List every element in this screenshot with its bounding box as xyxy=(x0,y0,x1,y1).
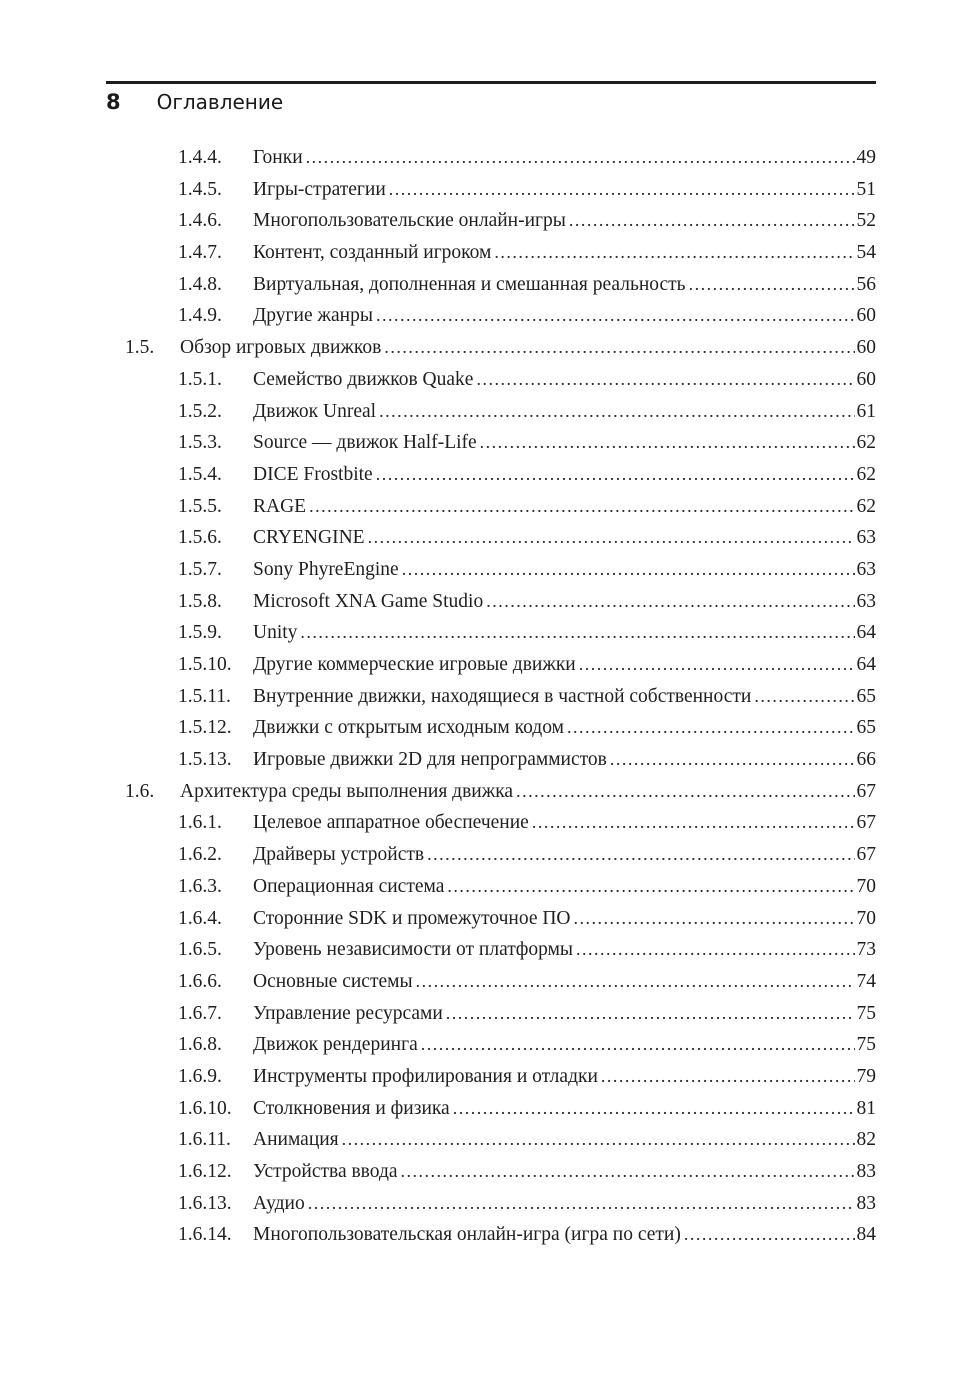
toc-entry xyxy=(106,1093,876,1125)
toc-entry-number: 1.5.10. xyxy=(178,654,232,675)
toc-list xyxy=(106,142,876,1251)
page-title: Оглавление xyxy=(156,90,284,114)
toc-entry-page: 61 xyxy=(856,400,876,422)
toc-entry xyxy=(106,934,876,966)
toc-entry xyxy=(106,1219,876,1251)
dot-leader xyxy=(576,934,854,966)
toc-entry-title: Управление ресурсами xyxy=(253,1002,443,1024)
toc-entry-page: 52 xyxy=(856,210,876,232)
toc-entry-title: Анимация xyxy=(253,1129,339,1151)
toc-entry-page: 79 xyxy=(856,1065,876,1087)
dot-leader xyxy=(684,1219,855,1251)
dot-leader xyxy=(447,871,854,903)
toc-entry-title: Игровые движки 2D для непрограммистов xyxy=(253,749,607,771)
toc-entry-number: 1.5.1. xyxy=(178,368,222,390)
toc-entry-title: Операционная система xyxy=(253,875,445,897)
dot-leader xyxy=(368,522,855,554)
toc-entry xyxy=(106,300,876,332)
toc-entry-number: 1.6.6. xyxy=(178,970,222,992)
toc-entry-title: Microsoft XNA Game Studio xyxy=(253,590,484,612)
toc-entry-page: 67 xyxy=(856,780,876,802)
toc-entry-number: 1.5.4. xyxy=(178,463,222,485)
toc-entry-number: 1.5.13. xyxy=(178,749,232,771)
toc-entry-number: 1.5.11. xyxy=(178,685,231,707)
toc-entry-number: 1.5. xyxy=(125,337,155,359)
toc-entry xyxy=(106,269,876,301)
dot-leader xyxy=(480,427,855,459)
toc-entry-page: 70 xyxy=(856,875,876,897)
toc-entry-page: 75 xyxy=(856,1002,876,1024)
toc-entry-title: Гонки xyxy=(253,147,303,168)
toc-entry-page: 63 xyxy=(856,590,876,612)
toc-entry-page: 84 xyxy=(856,1224,876,1246)
toc-entry xyxy=(106,744,876,776)
toc-entry-number: 1.4.4. xyxy=(178,147,222,168)
toc-entry xyxy=(106,998,876,1030)
toc-entry-number: 1.5.5. xyxy=(178,495,222,517)
dot-leader xyxy=(379,396,854,428)
toc-entry-page: 62 xyxy=(856,432,876,454)
toc-entry xyxy=(106,712,876,744)
toc-entry-title: Устройства ввода xyxy=(253,1161,398,1182)
toc-entry xyxy=(106,174,876,206)
dot-leader xyxy=(453,1093,855,1125)
toc-entry-number: 1.6.1. xyxy=(178,812,222,834)
dot-leader xyxy=(306,142,855,174)
toc-entry-number: 1.6.12. xyxy=(178,1161,232,1182)
toc-entry-page: 62 xyxy=(856,495,876,517)
toc-entry-page: 67 xyxy=(856,844,876,866)
toc-entry-title: Виртуальная, дополненная и смешанная реальность xyxy=(253,273,686,295)
toc-entry-number: 1.6.9. xyxy=(178,1065,222,1087)
toc-entry-number: 1.5.9. xyxy=(178,622,222,644)
toc-entry xyxy=(106,427,876,459)
toc-entry-page: 70 xyxy=(856,907,876,929)
toc-entry xyxy=(106,332,876,364)
toc-entry xyxy=(106,1029,876,1061)
toc-entry-title: Аудио xyxy=(253,1192,305,1214)
dot-leader xyxy=(427,839,854,871)
toc-entry xyxy=(106,1124,876,1156)
toc-entry xyxy=(106,1061,876,1093)
toc-entry-page: 49 xyxy=(856,147,876,168)
toc-entry xyxy=(106,1188,876,1220)
toc-entry-page: 82 xyxy=(856,1129,876,1151)
toc-entry-title: Драйверы устройств xyxy=(253,844,425,866)
toc-entry xyxy=(106,396,876,428)
toc-entry-title: Движок Unreal xyxy=(253,400,377,422)
toc-entry-number: 1.5.6. xyxy=(178,527,222,549)
toc-entry-page: 63 xyxy=(856,527,876,549)
toc-entry-number: 1.6.8. xyxy=(178,1034,222,1056)
toc-entry xyxy=(106,617,876,649)
dot-leader xyxy=(376,300,855,332)
toc-entry-page: 81 xyxy=(856,1097,876,1119)
dot-leader xyxy=(401,1156,855,1188)
toc-entry-number: 1.5.3. xyxy=(178,432,222,454)
dot-leader xyxy=(567,712,855,744)
toc-entry-number: 1.5.12. xyxy=(178,717,232,739)
toc-entry-page: 83 xyxy=(856,1161,876,1182)
toc-entry xyxy=(106,776,876,808)
dot-leader xyxy=(308,1188,855,1220)
dot-leader xyxy=(416,966,855,998)
toc-entry xyxy=(106,681,876,713)
dot-leader xyxy=(486,586,854,618)
toc-entry-page: 60 xyxy=(856,368,876,390)
toc-entry xyxy=(106,205,876,237)
toc-entry-title: Основные системы xyxy=(253,970,413,992)
toc-entry xyxy=(106,586,876,618)
toc-entry-number: 1.4.6. xyxy=(178,210,222,232)
toc-entry-number: 1.6.11. xyxy=(178,1129,231,1151)
dot-leader xyxy=(476,364,854,396)
toc-entry xyxy=(106,459,876,491)
dot-leader xyxy=(446,998,855,1030)
toc-entry-page: 63 xyxy=(856,558,876,580)
toc-entry-page: 60 xyxy=(856,305,876,327)
dot-leader xyxy=(421,1029,855,1061)
toc-entry-number: 1.6.4. xyxy=(178,907,222,929)
toc-entry-number: 1.6.5. xyxy=(178,939,222,961)
dot-leader xyxy=(610,744,855,776)
toc-entry-page: 64 xyxy=(856,654,876,675)
toc-entry-title: Семейство движков Quake xyxy=(253,368,474,390)
toc-entry-title: Source — движок Half-Life xyxy=(253,432,477,454)
toc-entry-page: 67 xyxy=(856,812,876,834)
toc-entry-title: Уровень независимости от платформы xyxy=(253,939,574,961)
dot-leader xyxy=(300,617,854,649)
toc-entry-title: Другие жанры xyxy=(253,305,373,327)
dot-leader xyxy=(574,903,855,935)
toc-entry-number: 1.4.7. xyxy=(178,242,222,264)
toc-entry-title: Движки с открытым исходным кодом xyxy=(253,717,564,739)
toc-entry-page: 60 xyxy=(856,337,876,359)
toc-entry-page: 51 xyxy=(856,178,876,200)
toc-entry-number: 1.5.2. xyxy=(178,400,222,422)
toc-entry-title: Другие коммерческие игровые движки xyxy=(253,654,576,675)
dot-leader xyxy=(516,776,854,808)
toc-entry-number: 1.4.5. xyxy=(178,178,222,200)
toc-entry-number: 1.4.8. xyxy=(178,273,222,295)
toc-entry-number: 1.6.7. xyxy=(178,1002,222,1024)
dot-leader xyxy=(494,237,854,269)
dot-leader xyxy=(579,649,855,681)
dot-leader xyxy=(532,807,855,839)
toc-entry xyxy=(106,807,876,839)
running-head xyxy=(106,90,876,114)
toc-entry xyxy=(106,491,876,523)
dot-leader xyxy=(402,554,855,586)
toc-entry-number: 1.6.13. xyxy=(178,1192,232,1214)
toc-entry-title: CRYENGINE xyxy=(253,527,365,549)
toc-entry-number: 1.6. xyxy=(125,780,155,802)
toc-entry-page: 65 xyxy=(856,717,876,739)
toc-entry-title: Движок рендеринга xyxy=(253,1034,418,1056)
toc-entry-page: 62 xyxy=(856,463,876,485)
toc-entry xyxy=(106,649,876,681)
toc-entry xyxy=(106,554,876,586)
toc-entry-number: 1.6.10. xyxy=(178,1097,232,1119)
dot-leader xyxy=(689,269,855,301)
toc-entry-page: 54 xyxy=(856,242,876,264)
toc-entry xyxy=(106,142,876,174)
toc-entry-page: 56 xyxy=(856,273,876,295)
toc-entry-number: 1.4.9. xyxy=(178,305,222,327)
toc-entry-title: Sony PhyreEngine xyxy=(253,558,399,580)
dot-leader xyxy=(754,681,854,713)
toc-entry xyxy=(106,522,876,554)
toc-entry-title: Архитектура среды выполнения движка xyxy=(180,780,514,802)
toc-entry-page: 66 xyxy=(856,749,876,771)
toc-entry-title: Внутренние движки, находящиеся в частной собственности xyxy=(253,685,752,707)
toc-entry-number: 1.6.14. xyxy=(178,1224,232,1246)
toc-entry-title: Сторонние SDK и промежуточное ПО xyxy=(253,907,571,929)
toc-entry-page: 73 xyxy=(856,939,876,961)
toc-entry-title: Игры-стратегии xyxy=(253,178,386,200)
toc-entry-number: 1.5.7. xyxy=(178,558,222,580)
toc-entry-title: Целевое аппаратное обеспечение xyxy=(253,812,529,834)
dot-leader xyxy=(309,491,854,523)
toc-entry-number: 1.6.3. xyxy=(178,875,222,897)
toc-entry-page: 64 xyxy=(856,622,876,644)
toc-entry-page: 83 xyxy=(856,1192,876,1214)
toc-entry-title: Контент, созданный игроком xyxy=(253,242,492,264)
toc-entry-page: 75 xyxy=(856,1034,876,1056)
toc-entry-title: Столкновения и физика xyxy=(253,1097,450,1119)
toc-entry-title: Инструменты профилирования и отладки xyxy=(253,1065,598,1087)
toc-entry xyxy=(106,903,876,935)
toc-entry xyxy=(106,839,876,871)
dot-leader xyxy=(384,332,854,364)
toc-entry-title: RAGE xyxy=(253,495,307,517)
toc-entry xyxy=(106,871,876,903)
dot-leader xyxy=(389,174,855,206)
page-number: 8 xyxy=(106,90,121,114)
toc-entry-number: 1.6.2. xyxy=(178,844,222,866)
toc-entry-number: 1.5.8. xyxy=(178,590,222,612)
toc-entry xyxy=(106,364,876,396)
toc-entry xyxy=(106,1156,876,1188)
dot-leader xyxy=(569,205,855,237)
toc-entry-title: DICE Frostbite xyxy=(253,463,373,485)
header-rule xyxy=(106,81,876,84)
dot-leader xyxy=(376,459,855,491)
toc-entry-page: 74 xyxy=(856,970,876,992)
toc-entry xyxy=(106,966,876,998)
toc-entry-page: 65 xyxy=(856,685,876,707)
dot-leader xyxy=(342,1124,855,1156)
dot-leader xyxy=(601,1061,855,1093)
toc-entry-title: Unity xyxy=(253,622,298,644)
toc-entry xyxy=(106,237,876,269)
toc-entry-title: Обзор игровых движков xyxy=(180,337,382,359)
toc-entry-title: Многопользовательские онлайн-игры xyxy=(253,210,566,232)
toc-entry-title: Многопользовательская онлайн-игра (игра по сети) xyxy=(253,1224,681,1246)
